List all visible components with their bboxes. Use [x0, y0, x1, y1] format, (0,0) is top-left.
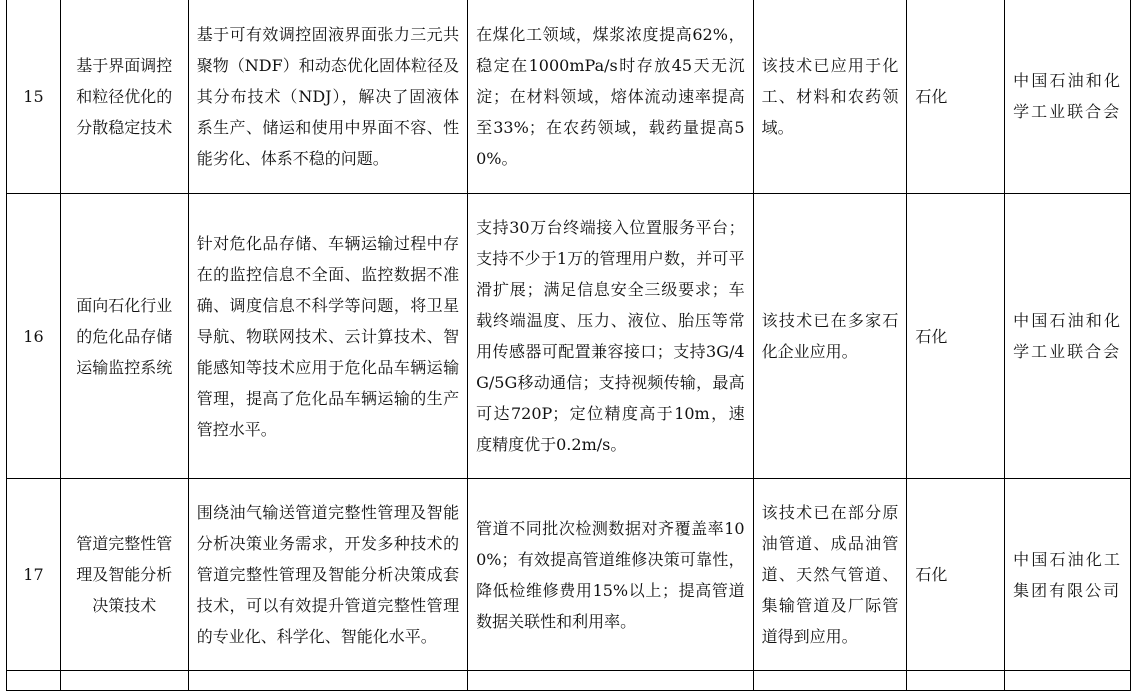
table-row: [7, 194, 1131, 479]
recommending-organization: 中国石油化工集团有限公司: [1005, 479, 1131, 671]
table-row: [7, 479, 1131, 671]
technology-name: 管道完整性管理及智能分析决策技术: [60, 479, 188, 671]
industry: 石化: [907, 0, 1005, 194]
technology-description: 围绕油气输送管道完整性管理及智能分析决策业务需求，开发多种技术的管道完整性管理及智能分析决策成套技术，可以有效提升管道完整性管理的专业化、科学化、智能化水平。: [188, 479, 467, 671]
row-number: 15: [7, 0, 61, 194]
application-status: 该技术已在部分原油管道、成品油管道、天然气管道、集输管道及厂际管道得到应用。: [753, 479, 907, 671]
recommending-organization: 中国石油和化学工业联合会: [1005, 194, 1131, 479]
empty-cell: [907, 671, 1005, 691]
application-status: 该技术已在多家石化企业应用。: [753, 194, 907, 479]
technology-table: [6, 0, 1131, 691]
empty-cell: [753, 671, 907, 691]
technology-performance: 支持30万台终端接入位置服务平台；支持不少于1万的管理用户数，并可平滑扩展；满足信息安全三级要求；车载终端温度、压力、液位、胎压等常用传感器可配置兼容接口；支持3G/4G/5G移动通信；支持视频传输，最高可达720P；定位精度高于10m，速度精度优于0.2m/s。: [468, 194, 753, 479]
empty-cell: [188, 671, 467, 691]
empty-cell: [468, 671, 753, 691]
table-row: [7, 0, 1131, 194]
row-number: 17: [7, 479, 61, 671]
recommending-organization: 中国石油和化学工业联合会: [1005, 0, 1131, 194]
industry: 石化: [907, 479, 1005, 671]
technology-performance: 在煤化工领域，煤浆浓度提高62%，稳定在1000mPa/s时存放45天无沉淀；在材料领域，熔体流动速率提高至33%；在农药领域，载药量提高50%。: [468, 0, 753, 194]
empty-cell: [7, 671, 61, 691]
technology-description: 针对危化品存储、车辆运输过程中存在的监控信息不全面、监控数据不准确、调度信息不科学等问题，将卫星导航、物联网技术、云计算技术、智能感知等技术应用于危化品车辆运输管理，提高了危化品车辆运输的生产管控水平。: [188, 194, 467, 479]
technology-name: 基于界面调控和粒径优化的分散稳定技术: [60, 0, 188, 194]
empty-cell: [60, 671, 188, 691]
technology-performance: 管道不同批次检测数据对齐覆盖率100%；有效提高管道维修决策可靠性，降低检维修费用15%以上；提高管道数据关联性和利用率。: [468, 479, 753, 671]
technology-name: 面向石化行业的危化品存储运输监控系统: [60, 194, 188, 479]
application-status: 该技术已应用于化工、材料和农药领域。: [753, 0, 907, 194]
technology-description: 基于可有效调控固液界面张力三元共聚物（NDF）和动态优化固体粒径及其分布技术（NDJ），解决了固液体系生产、储运和使用中界面不容、性能劣化、体系不稳的问题。: [188, 0, 467, 194]
empty-cell: [1005, 671, 1131, 691]
industry: 石化: [907, 194, 1005, 479]
row-number: 16: [7, 194, 61, 479]
table-row-next-partial: [7, 671, 1131, 691]
